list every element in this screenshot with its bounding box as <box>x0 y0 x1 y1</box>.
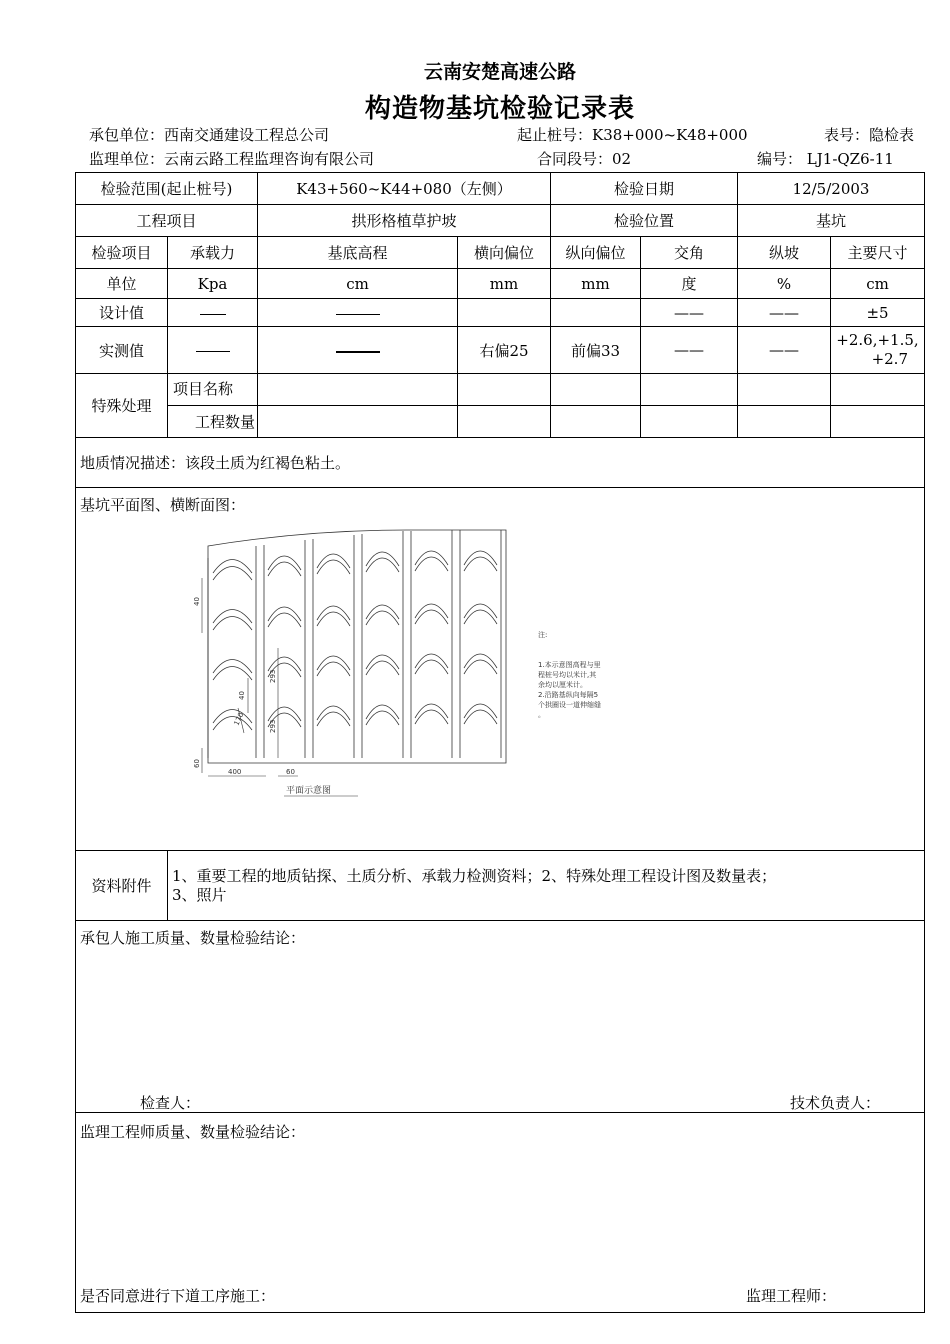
project-name: 云南安楚高速公路 <box>423 61 576 83</box>
contract-section-label: 合同段号： <box>537 150 613 168</box>
drawing-section <box>76 488 925 851</box>
serial-label: 编号： <box>757 150 803 168</box>
range-label: 检验范围(起止桩号) <box>76 173 258 205</box>
dim-400: 400 <box>228 768 242 776</box>
measured-lateral: 右偏25 <box>458 327 551 374</box>
unit-cell: mm <box>551 269 641 299</box>
measured-angle: —— <box>641 327 738 374</box>
proceed-question: 是否同意进行下道工序施工： <box>80 1287 276 1305</box>
col-header: 检验项目 <box>76 237 168 269</box>
col-header: 纵向偏位 <box>551 237 641 269</box>
measured-label: 实测值 <box>76 327 168 374</box>
plan-caption: 平面示意图 <box>286 786 332 796</box>
contract-section-line <box>537 148 631 169</box>
dim-40a: 40 <box>193 597 201 606</box>
design-bearing <box>168 299 258 327</box>
measured-main-size-line1: +2.6,+1.5, <box>836 331 919 349</box>
note-line: 2.沿路基纵向每隔5 <box>538 691 599 699</box>
supervisor-conclusion-title: 监理工程师质量、数量检验结论： <box>80 1123 306 1141</box>
range-value: K43+560~K44+080（左侧） <box>258 173 551 205</box>
note-line: 余均以厘米计。 <box>538 681 587 689</box>
design-elevation <box>258 299 458 327</box>
unit-cell: cm <box>831 269 925 299</box>
measured-longitudinal: 前偏33 <box>551 327 641 374</box>
item-label: 工程项目 <box>76 205 258 237</box>
unit-cell: mm <box>458 269 551 299</box>
measured-main-size-line2: +2.7 <box>871 350 908 368</box>
unit-cell: Kpa <box>168 269 258 299</box>
design-angle: —— <box>641 299 738 327</box>
station-range-label: 起止桩号： <box>517 126 593 144</box>
contract-section-value: 02 <box>612 150 632 168</box>
arch-strips <box>208 530 501 758</box>
special-name-label: 项目名称 <box>168 374 258 406</box>
design-longitudinal <box>551 299 641 327</box>
tech-lead-label: 技术负责人： <box>790 1094 881 1112</box>
special-name-cell <box>258 374 458 406</box>
dim-293a: 293 <box>269 669 277 683</box>
design-slope: —— <box>738 299 831 327</box>
special-qty-cell <box>738 406 831 438</box>
note-line: 程桩号均以米计,其 <box>538 671 597 679</box>
contractor-line <box>89 124 329 145</box>
inspection-table <box>75 172 925 1313</box>
location-value: 基坑 <box>738 205 925 237</box>
col-header: 横向偏位 <box>458 237 551 269</box>
serial-value: LJ1-QZ6-11 <box>806 150 894 168</box>
date-value: 12/5/2003 <box>738 173 925 205</box>
special-name-cell <box>458 374 551 406</box>
table-no-value: 隐检表 <box>869 126 915 144</box>
measured-bearing <box>168 327 258 374</box>
contractor-conclusion-title: 承包人施工质量、数量检验结论： <box>80 929 306 947</box>
dim-60b: 60 <box>286 768 295 776</box>
note-line: 个拱圈设一道伸缩缝 <box>538 701 601 709</box>
attachments-content <box>168 851 925 921</box>
note-line: 。 <box>538 711 545 719</box>
col-header: 纵坡 <box>738 237 831 269</box>
contractor-value: 西南交通建设工程总公司 <box>164 126 330 144</box>
station-range-line <box>517 124 748 145</box>
form-title: 构造物基坑检验记录表 <box>364 94 635 124</box>
special-qty-cell <box>831 406 925 438</box>
supervisor-line <box>89 148 374 169</box>
design-label: 设计值 <box>76 299 168 327</box>
unit-cell: 单位 <box>76 269 168 299</box>
note-title: 注: <box>538 631 548 639</box>
contractor-label: 承包单位： <box>89 126 165 144</box>
dim-170: 170 <box>232 711 246 727</box>
measured-slope: —— <box>738 327 831 374</box>
col-header: 基底高程 <box>258 237 458 269</box>
attachments-line1: 1、重要工程的地质钻探、土质分析、承载力检测资料；2、特殊处理工程设计图及数量表； <box>172 866 777 885</box>
col-header: 交角 <box>641 237 738 269</box>
note-line: 1.本示意图高程与里 <box>538 661 601 669</box>
special-name-cell <box>831 374 925 406</box>
col-header: 主要尺寸 <box>831 237 925 269</box>
design-main-size: ±5 <box>831 299 925 327</box>
geology-description: 地质情况描述：该段土质为红褐色粘土。 <box>76 438 925 488</box>
drawing-section-label: 基坑平面图、横断面图： <box>80 496 246 514</box>
station-range-value: K38+000~K48+000 <box>592 126 748 144</box>
plan-outline <box>208 530 506 763</box>
col-header: 承载力 <box>168 237 258 269</box>
engineer-label: 监理工程师： <box>746 1287 837 1305</box>
special-qty-cell <box>551 406 641 438</box>
supervisor-label: 监理单位： <box>89 150 165 168</box>
supervisor-value: 云南云路工程监理咨询有限公司 <box>164 150 375 168</box>
drawing-notes <box>538 630 601 720</box>
dim-60a: 60 <box>193 759 201 768</box>
design-lateral <box>458 299 551 327</box>
special-qty-cell <box>458 406 551 438</box>
supervisor-conclusion <box>76 1113 925 1313</box>
unit-cell: cm <box>258 269 458 299</box>
measured-elevation <box>258 327 458 374</box>
special-name-cell <box>641 374 738 406</box>
table-no-label: 表号： <box>824 126 870 144</box>
table-no-line <box>824 124 914 145</box>
special-label: 特殊处理 <box>76 374 168 438</box>
serial-line <box>757 148 894 169</box>
unit-cell: % <box>738 269 831 299</box>
special-name-cell <box>738 374 831 406</box>
dim-40b: 40 <box>238 691 246 700</box>
special-name-cell <box>551 374 641 406</box>
special-qty-label: 工程数量 <box>168 406 258 438</box>
dim-293b: 293 <box>269 719 277 733</box>
attachments-line2: 3、照片 <box>172 885 227 904</box>
unit-cell: 度 <box>641 269 738 299</box>
checker-label: 检查人： <box>140 1094 201 1112</box>
measured-main-size <box>831 327 925 374</box>
date-label: 检验日期 <box>551 173 738 205</box>
attachments-label: 资料附件 <box>76 851 168 921</box>
contractor-conclusion <box>76 921 925 1113</box>
item-value: 拱形格植草护坡 <box>258 205 551 237</box>
special-qty-cell <box>641 406 738 438</box>
special-qty-cell <box>258 406 458 438</box>
location-label: 检验位置 <box>551 205 738 237</box>
